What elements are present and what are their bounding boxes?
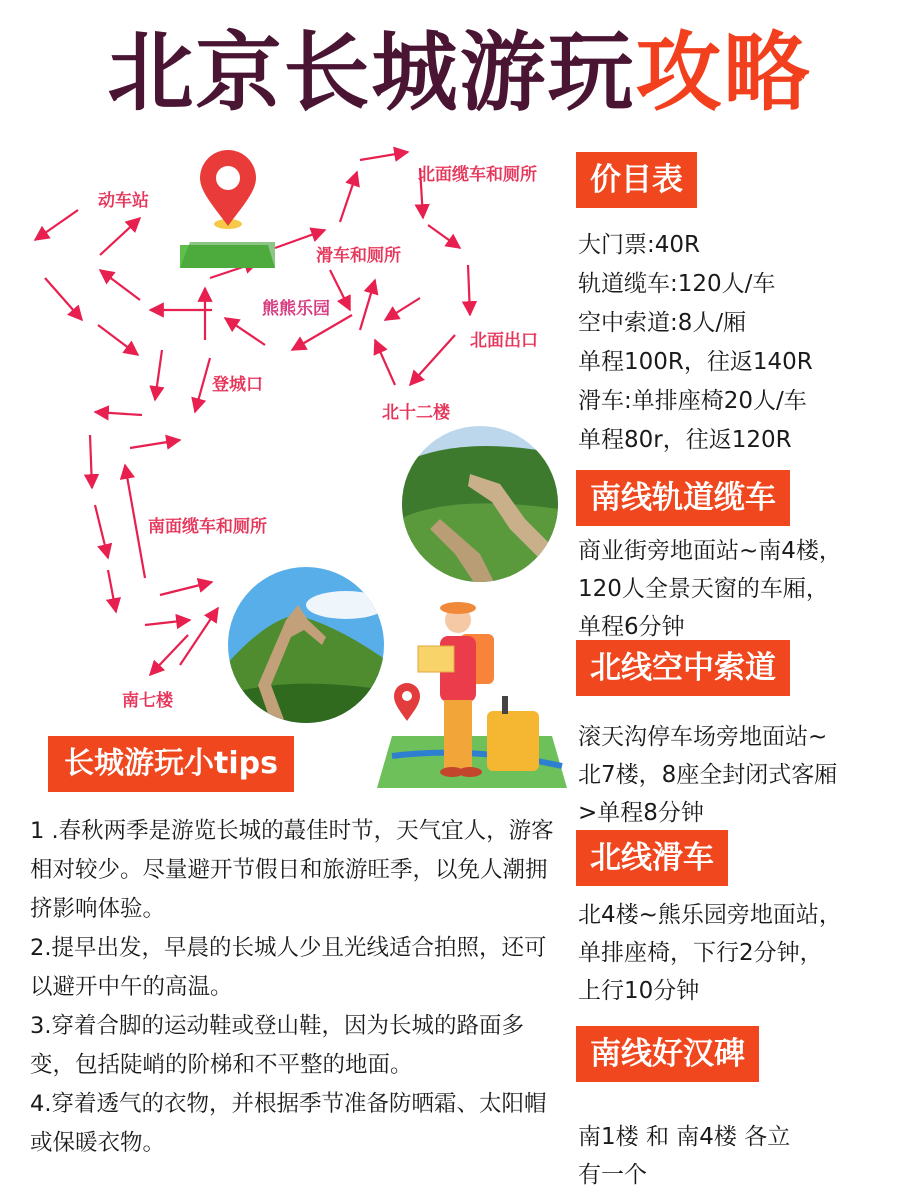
section-heading-north-ropeway: 北线空中索道: [576, 640, 790, 696]
section-body-south-rail: [578, 532, 842, 646]
traveler-illustration: [372, 596, 572, 792]
section-line: 120人全景天窗的车厢，: [578, 576, 829, 602]
price-line: 空中索道:8人/厢: [578, 310, 747, 336]
map-label-south7: 南七楼: [122, 691, 173, 711]
price-line: 单程100R，往返140R: [578, 349, 813, 375]
section-line: 南1楼 和 南4楼 各立: [578, 1124, 791, 1150]
map-label-entrance: 登城口: [212, 375, 263, 395]
map-pin-icon: [180, 150, 275, 268]
tips-heading: 长城游玩小tips: [48, 736, 294, 792]
title-part-2: 攻略: [635, 23, 812, 123]
map-label-slide: 滑车和厕所: [316, 246, 401, 266]
section-heading-south-rail: 南线轨道缆车: [576, 470, 790, 526]
tip-item: 2.提早出发，早晨的长城人少且光线适合拍照，还可以避开中午的高温。: [30, 935, 547, 1000]
price-line: 单程80r，往返120R: [578, 427, 792, 453]
map-label-north12: 北十二楼: [382, 403, 450, 423]
map-label-south-cable: 南面缆车和厕所: [148, 517, 267, 537]
tip-item: 4.穿着透气的衣物，并根据季节准备防晒霜、太阳帽或保暖衣物。: [30, 1091, 547, 1156]
section-body-north-slide: [578, 896, 842, 1010]
page-title: [0, 18, 919, 128]
section-line: 单程6分钟: [578, 614, 685, 640]
map-label-north-cable: 北面缆车和厕所: [418, 165, 537, 185]
section-body-north-ropeway: [578, 718, 837, 832]
tip-item: 3.穿着合脚的运动鞋或登山鞋，因为长城的路面多变，包括陡峭的阶梯和不平整的地面。: [30, 1013, 524, 1078]
section-line: 北7楼，8座全封闭式客厢: [578, 762, 838, 788]
title-part-1: 北京长城游玩: [107, 23, 636, 123]
section-line: 商业街旁地面站~南4楼，: [578, 538, 842, 564]
section-line: >单程8分钟: [578, 800, 704, 826]
section-line: 单排座椅，下行2分钟，: [578, 940, 823, 966]
section-body-south-stele: [578, 1118, 790, 1194]
price-line: 轨道缆车:120人/车: [578, 271, 776, 297]
price-line: 滑车:单排座椅20人/车: [578, 388, 807, 414]
map-label-dongche: 动车站: [98, 191, 149, 211]
section-line: 上行10分钟: [578, 978, 700, 1004]
price-heading: 价目表: [576, 152, 697, 208]
price-line: 大门票:40R: [578, 232, 700, 258]
map-label-north-exit: 北面出口: [470, 331, 538, 351]
section-line: 有一个: [578, 1162, 647, 1188]
tips-list: [30, 812, 560, 1163]
section-heading-south-stele: 南线好汉碑: [576, 1026, 759, 1082]
section-heading-north-slide: 北线滑车: [576, 830, 728, 886]
section-line: 北4楼~熊乐园旁地面站，: [578, 902, 842, 928]
great-wall-photo: [400, 424, 560, 584]
tip-item: 1 .春秋两季是游览长城的蕞佳时节，天气宜人，游客相对较少。尽量避开节假日和旅游旺季，以免人潮拥挤影响体验。: [30, 818, 554, 922]
map-label-bear-park: 熊熊乐园: [262, 299, 330, 319]
great-wall-photo-2: [226, 565, 386, 725]
section-line: 滚天沟停车场旁地面站~: [578, 724, 828, 750]
price-list: [578, 226, 813, 460]
